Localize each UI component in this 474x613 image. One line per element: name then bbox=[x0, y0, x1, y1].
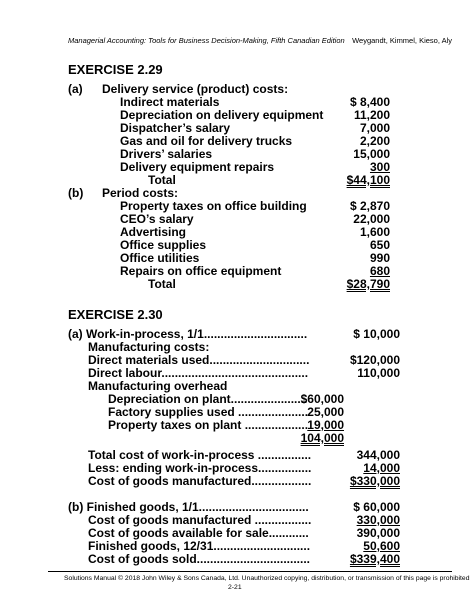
total-cost-wip-label: Total cost of work-in-process ................ bbox=[88, 448, 312, 462]
cogs-value: $339,400 bbox=[349, 552, 400, 566]
b-item-label: Repairs on office equipment bbox=[120, 264, 282, 278]
fg-cogm-value: 330,000 bbox=[356, 513, 400, 527]
cogm-value: $330,000 bbox=[349, 474, 400, 488]
part-b-label: (b) bbox=[68, 186, 84, 200]
part-a-heading: Delivery service (product) costs: bbox=[102, 82, 289, 96]
footer-divider bbox=[48, 571, 452, 572]
footer-page-number: 2-21 bbox=[228, 584, 242, 591]
b-item-value: 680 bbox=[369, 264, 390, 278]
header-book-title: Managerial Accounting: Tools for Business Decision-Making, Fifth Canadian Edition bbox=[68, 36, 345, 45]
direct-materials-value: $120,000 bbox=[349, 353, 400, 367]
b-total-value: $28,790 bbox=[346, 277, 390, 291]
mfg-costs-heading: Manufacturing costs: bbox=[88, 340, 210, 354]
b-item-value: 990 bbox=[369, 251, 390, 265]
fg-cogm-label: Cost of goods manufactured ................. bbox=[88, 513, 312, 527]
a-item-value: 2,200 bbox=[359, 134, 390, 148]
a-item-label: Depreciation on delivery equipment bbox=[120, 108, 324, 122]
a-item-label: Delivery equipment repairs bbox=[120, 160, 275, 174]
fg-end-value: 50,600 bbox=[363, 539, 400, 553]
part-b-heading: Period costs: bbox=[102, 186, 179, 200]
b-item-label: Office supplies bbox=[120, 238, 207, 252]
fg-end-label: Finished goods, 12/31............................. bbox=[88, 539, 311, 553]
a-item-value: 11,200 bbox=[353, 108, 390, 122]
fg-begin-value: $ 60,000 bbox=[353, 500, 400, 514]
exercise-229-title: EXERCISE 2.29 bbox=[68, 62, 163, 77]
moh-item-label: Depreciation on plant....................... bbox=[108, 392, 308, 406]
moh-item-label: Factory supplies used ..................... bbox=[108, 405, 309, 419]
moh-item-label: Property taxes on plant ................... bbox=[108, 418, 309, 432]
wip-begin-value: $ 10,000 bbox=[353, 327, 400, 341]
moh-heading: Manufacturing overhead bbox=[88, 379, 228, 393]
a-item-label: Gas and oil for delivery trucks bbox=[120, 134, 293, 148]
cogs-label: Cost of goods sold.................................. bbox=[88, 552, 311, 566]
a-total-label: Total bbox=[148, 173, 176, 187]
a-item-value: $ 8,400 bbox=[349, 95, 390, 109]
b-item-label: Property taxes on office building bbox=[120, 199, 307, 213]
b-item-value: $ 2,870 bbox=[349, 199, 390, 213]
cogm-label: Cost of goods manufactured.................. bbox=[88, 474, 312, 488]
direct-labour-label: Direct labour............................................ bbox=[88, 366, 309, 380]
direct-labour-value: 110,000 bbox=[357, 366, 400, 380]
moh-item-value: $60,000 bbox=[300, 392, 344, 406]
direct-materials-label: Direct materials used.............................. bbox=[88, 353, 310, 367]
moh-item-value: 25,000 bbox=[307, 405, 344, 419]
cgas-label: Cost of goods available for sale............ bbox=[88, 526, 309, 540]
moh-total-value: 104,000 bbox=[300, 431, 344, 445]
fg-begin-label: (b) Finished goods, 1/1................................. bbox=[68, 500, 309, 514]
b-item-label: Advertising bbox=[120, 225, 187, 239]
part-a-label: (a) bbox=[68, 82, 83, 96]
a-item-label: Indirect materials bbox=[120, 95, 220, 109]
footer-copyright: Solutions Manual © 2018 John Wiley & Sons Canada, Ltd. Unauthorized copying, distribution, or transmission of this page is prohibited bbox=[64, 575, 470, 582]
a-item-value: 15,000 bbox=[353, 147, 390, 161]
b-item-label: CEO’s salary bbox=[120, 212, 194, 226]
a-item-value: 300 bbox=[369, 160, 390, 174]
exercise-230-title: EXERCISE 2.30 bbox=[68, 307, 163, 322]
moh-item-value: 19,000 bbox=[307, 418, 344, 432]
b-item-value: 650 bbox=[369, 238, 390, 252]
b-item-label: Office utilities bbox=[120, 251, 200, 265]
ending-wip-value: 14,000 bbox=[363, 461, 400, 475]
b-item-value: 22,000 bbox=[353, 212, 390, 226]
a-item-label: Dispatcher’s salary bbox=[120, 121, 231, 135]
a-item-value: 7,000 bbox=[359, 121, 390, 135]
a-total-value: $44,100 bbox=[346, 173, 390, 187]
cgas-value: 390,000 bbox=[356, 526, 400, 540]
wip-begin-label: (a) Work-in-process, 1/1............................... bbox=[68, 327, 308, 341]
b-total-label: Total bbox=[148, 277, 176, 291]
header-authors: Weygandt, Kimmel, Kieso, Aly bbox=[352, 36, 452, 45]
ending-wip-label: Less: ending work-in-process................ bbox=[88, 461, 312, 475]
a-item-label: Drivers’ salaries bbox=[120, 147, 213, 161]
b-item-value: 1,600 bbox=[359, 225, 390, 239]
total-cost-wip-value: 344,000 bbox=[356, 448, 400, 462]
